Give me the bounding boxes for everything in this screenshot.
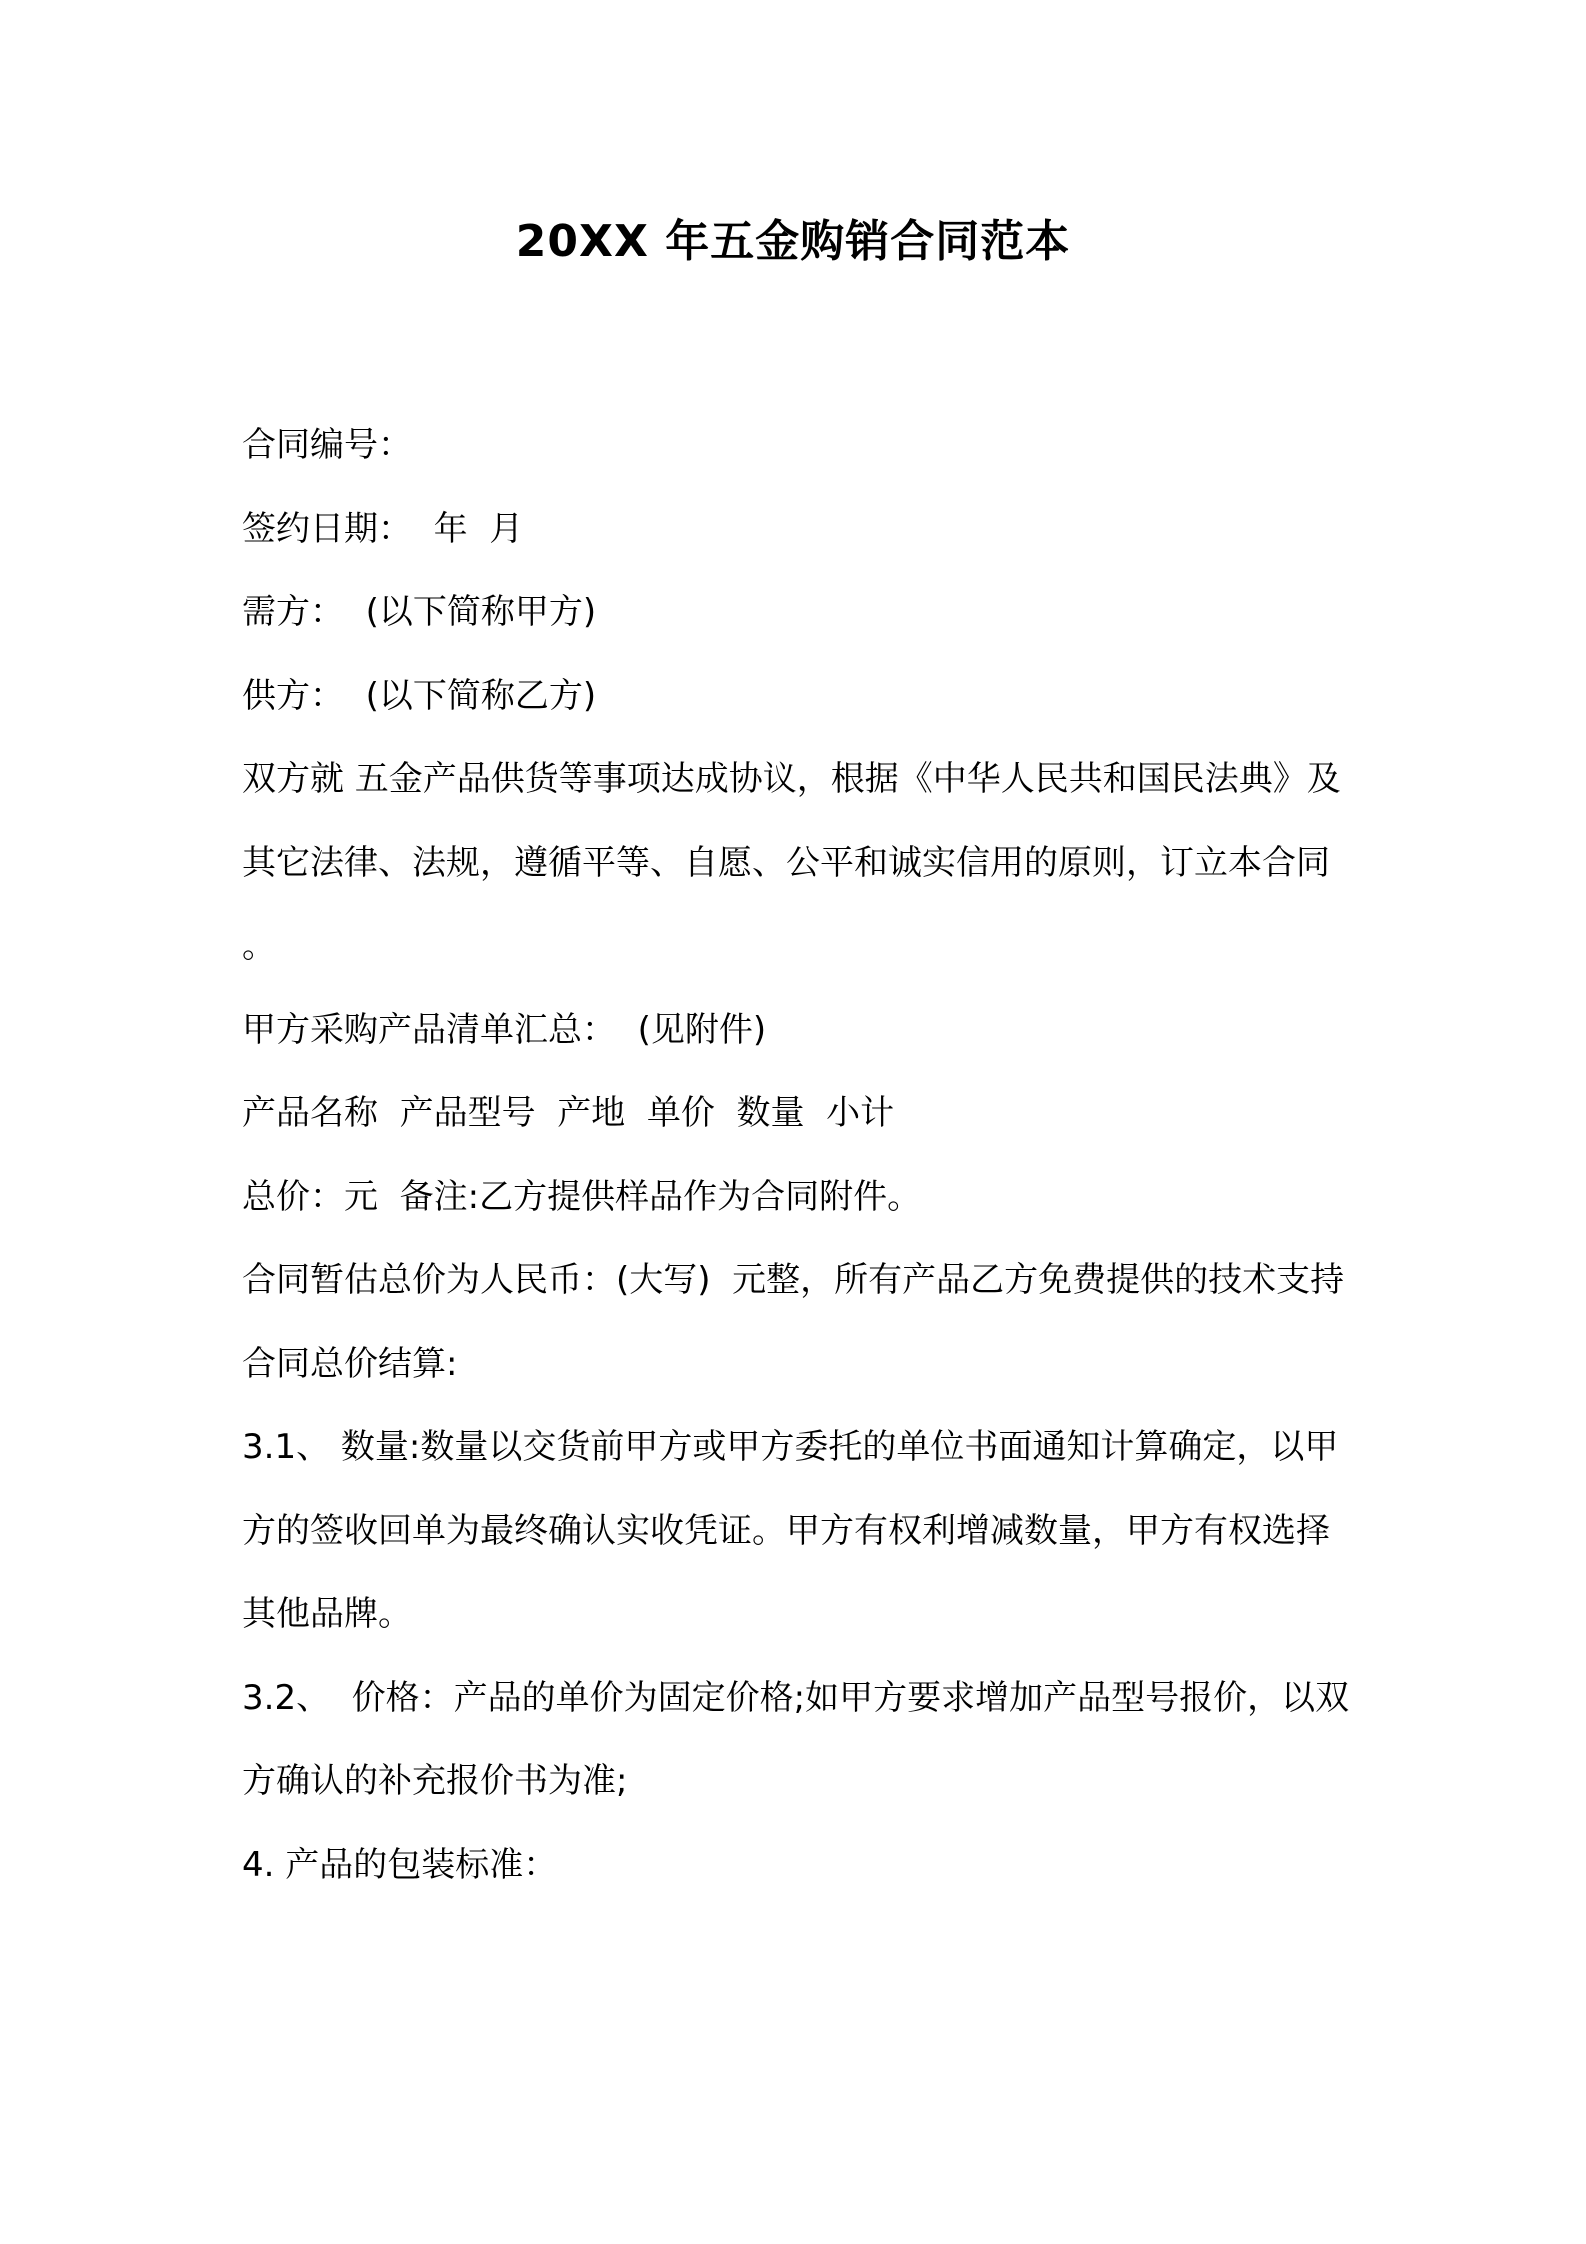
- product-columns-line: 产品名称 产品型号 产地 单价 数量 小计: [242, 1093, 895, 1133]
- signing-date-line: 签约日期： 年 月: [242, 508, 524, 549]
- purchase-list-line: 甲方采购产品清单汇总： (见附件): [242, 1009, 767, 1050]
- buyer-line: 需方： (以下简称甲方): [242, 592, 597, 632]
- document-title: 20XX 年五金购销合同范本: [515, 216, 1071, 267]
- contract-number-line: 合同编号：: [242, 425, 412, 465]
- estimated-total-paragraph: 合同暂估总价为人民币：(大写) 元整，所有产品乙方免费提供的技术支持: [242, 1260, 1345, 1300]
- total-price-line: 总价：元 备注:乙方提供样品作为合同附件。: [242, 1176, 922, 1217]
- document-body: [242, 404, 1362, 1907]
- clause-3-1: 3.1、 数量:数量以交货前甲方或甲方委托的单位书面通知计算确定，以甲方的签收回单为最终确认实收凭证。甲方有权利增减数量，甲方有权选择其他品牌。: [242, 1427, 1339, 1634]
- clause-3-2: 3.2、 价格：产品的单价为固定价格;如甲方要求增加产品型号报价，以双方确认的补充报价书为准;: [242, 1677, 1350, 1801]
- supplier-line: 供方： (以下简称乙方): [242, 675, 597, 716]
- agreement-paragraph: 双方就 五金产品供货等事项达成协议，根据《中华人民共和国民法典》及其它法律、法规，遵循平等、自愿、公平和诚实信用的原则，订立本合同。: [242, 759, 1341, 966]
- clause-4-heading: 4. 产品的包装标准：: [242, 1844, 558, 1885]
- settlement-heading: 合同总价结算:: [242, 1343, 458, 1384]
